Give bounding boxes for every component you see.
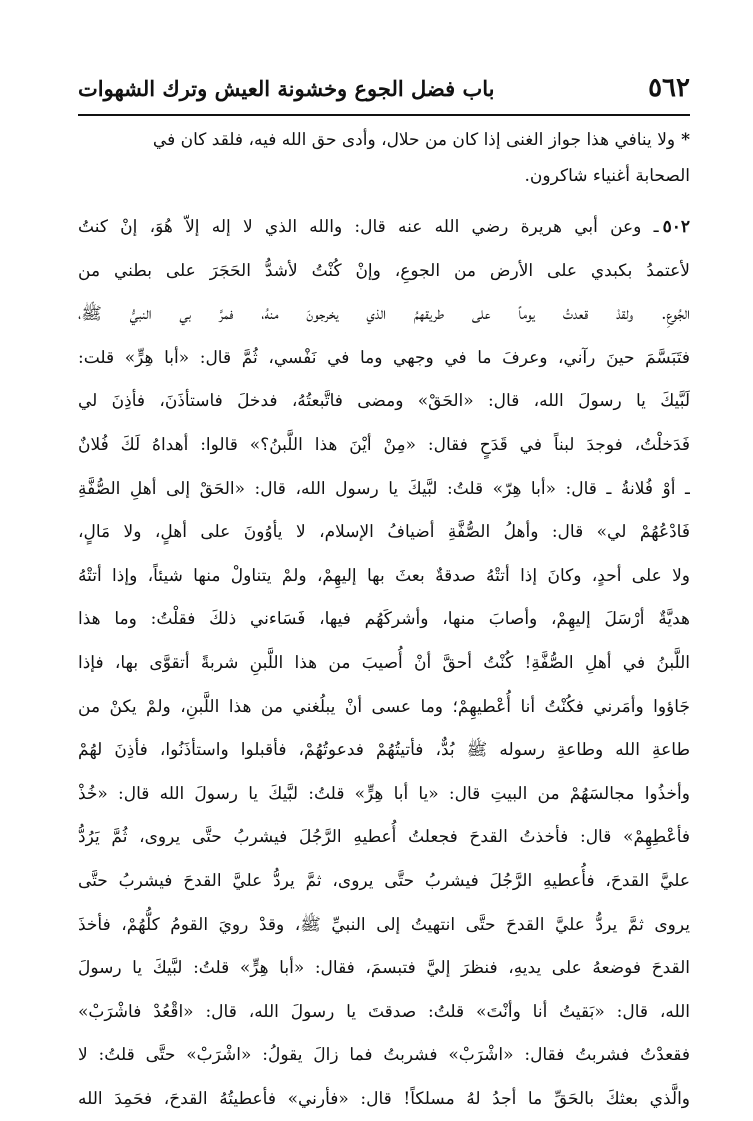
- commentary-note: [78, 122, 690, 194]
- note-marker: *: [681, 130, 690, 150]
- hadith-line: فَدَخلْتُ، فوجدَ لبناً في قَدَحٍ فقال: «مِنْ أيْنَ هذا اللَّبنُ؟» قالوا: أهداهُ لَكَ فُلانٌ: [78, 434, 690, 455]
- hadith-line: اللَّبنُ في أهلِ الصُّفَّةِ! كُنْتُ أحقَّ أنْ أُصيبَ من هذا اللَّبنِ شربةً أتقوَّى بها، فإذا: [78, 652, 690, 673]
- hadith-line: ولا على أحدٍ، وكانَ إذا أتتْهُ صدقةٌ بعثَ بها إليهِمْ، ولمْ يتناولْ منها شيئاً، وإذا أتتْهُ: [78, 565, 690, 586]
- page-header: [78, 68, 690, 108]
- hadith-line: الجُوعِ. ولقدْ قعدتُ يوماً على طريقهمُ الذي يخرجونَ منهُ، فمرَّ بي النبيُّ ﷺ،: [78, 304, 690, 325]
- note-line: [78, 122, 690, 158]
- hadith-line: ـ أوْ فُلانةُ ـ قال: «أبا هِرّ» قلتُ: لبَّيكَ يا رسول الله، قال: «الحَقْ إلى أهلِ الصُّفَّةِ: [78, 478, 690, 499]
- hadith-line: عليَّ القدحَ، فأُعطيهِ الرَّجُلَ فيشربُ حتَّى يروى، ثمَّ يردُّ عليَّ القدحَ فيشربُ حتَّى: [78, 870, 690, 891]
- hadith-line: لأعتمدُ بكبدي على الأرض من الجوعِ، وإنْ كُنْتُ لأشدُّ الحَجَرَ على بطني من: [78, 260, 690, 281]
- hadith-line: لَبَّيكَ يا رسولَ الله، قال: «الحَقْ» ومضى فاتَّبعتُهُ، فدخلَ فاستأذَنَ، فأذِنَ لي: [78, 391, 690, 412]
- chapter-title: باب فضل الجوع وخشونة العيش وترك الشهوات: [78, 76, 495, 101]
- hadith-line: جَاؤوا وأمَرني فكُنْتُ أنا أُعْطيهِمْ؛ وما عسى أنْ يبلُغني من هذا اللَّبنِ، ولمْ يكنْ من: [78, 696, 690, 717]
- hadith-line: فأعْطِهِمْ» قال: فأخذتُ القدحَ فجعلتُ أُعطيهِ الرَّجُلَ فيشربُ حتَّى يروى، ثُمَّ يَرُدُّ: [78, 827, 690, 848]
- hadith-line: الله، قال: «بَقيتُ أنا وأنْتَ» قلتُ: صدقتَ يا رسولَ الله، قال: «اقْعُدْ فاشْرَبْ»: [78, 1001, 690, 1022]
- hadith-line: القدحَ فوضعهُ على يديهِ، فنظرَ إليَّ فتبسمَ، فقال: «أبا هِرٍّ» قلتُ: لبَّيكَ يا رسولَ: [78, 958, 690, 979]
- hadith-line-text: ـ وعن أبي هريرة رضي الله عنه قال: والله الذي لا إله إلاّ هُوَ، إنْ كنتُ: [78, 217, 659, 237]
- hadith-line: يروى ثمَّ يردُّ عليَّ القدحَ حتَّى انتهيتُ إلى النبيِّ ﷺ، وقدْ رويَ القومُ كلُّهُمْ، فأخذَ: [78, 914, 690, 935]
- note-line: الصحابة أغنياء شاكرون.: [524, 166, 690, 186]
- hadith-line: فتَبَسَّمَ حينَ رآني، وعرفَ ما في وجهي وما في نَفْسي، ثُمَّ قال: «أبا هِرٍّ» قلت:: [78, 347, 690, 368]
- note-text: ولا ينافي هذا جواز الغنى إذا كان من حلال، وأدى حق الله فيه، فلقد كان في: [152, 130, 676, 150]
- header-divider: [78, 114, 690, 116]
- hadith-body: [78, 206, 690, 1121]
- hadith-line: هديَّةٌ أرْسَلَ إليهِمْ، وأصابَ منها، وأشركَهُم فيها، فَسَاءني ذلكَ فقلْتُ: وما هذا: [78, 609, 690, 630]
- page-number: ٥٦٢: [648, 73, 690, 103]
- hadith-line: وأخذُوا مجالسَهُمْ من البيتِ قال: «يا أبا هِرٍّ» قلتُ: لبَّيكَ يا رسولَ الله قال: «خُذْ: [78, 783, 690, 804]
- hadith-line: طاعةِ الله وطاعةِ رسوله ﷺ بُدٌّ، فأتيتُهُمْ فدعوتُهُمْ، فأقبلوا واستأذَنُوا، فأذِنَ لهُمْ: [78, 740, 690, 761]
- hadith-line: فَادْعُهُمْ لي» قال: وأهلُ الصُّفَّةِ أضيافُ الإسلام، لا يأوُونَ على أهلٍ، ولا مَالٍ،: [78, 522, 690, 543]
- hadith-number: ٥٠٢: [662, 217, 690, 237]
- hadith-line: [78, 206, 690, 250]
- hadith-line: فقعدْتُ فشربتُ فقال: «اشْرَبْ» فشربتُ فما زالَ يقولُ: «اشْرَبْ» حتَّى قلتُ: لا: [78, 1045, 690, 1066]
- hadith-line: والَّذي بعثكَ بالحَقِّ ما أجدُ لهُ مسلكاً! قال: «فأرني» فأعطيتُهُ القدحَ، فحَمِدَ الله: [78, 1088, 690, 1109]
